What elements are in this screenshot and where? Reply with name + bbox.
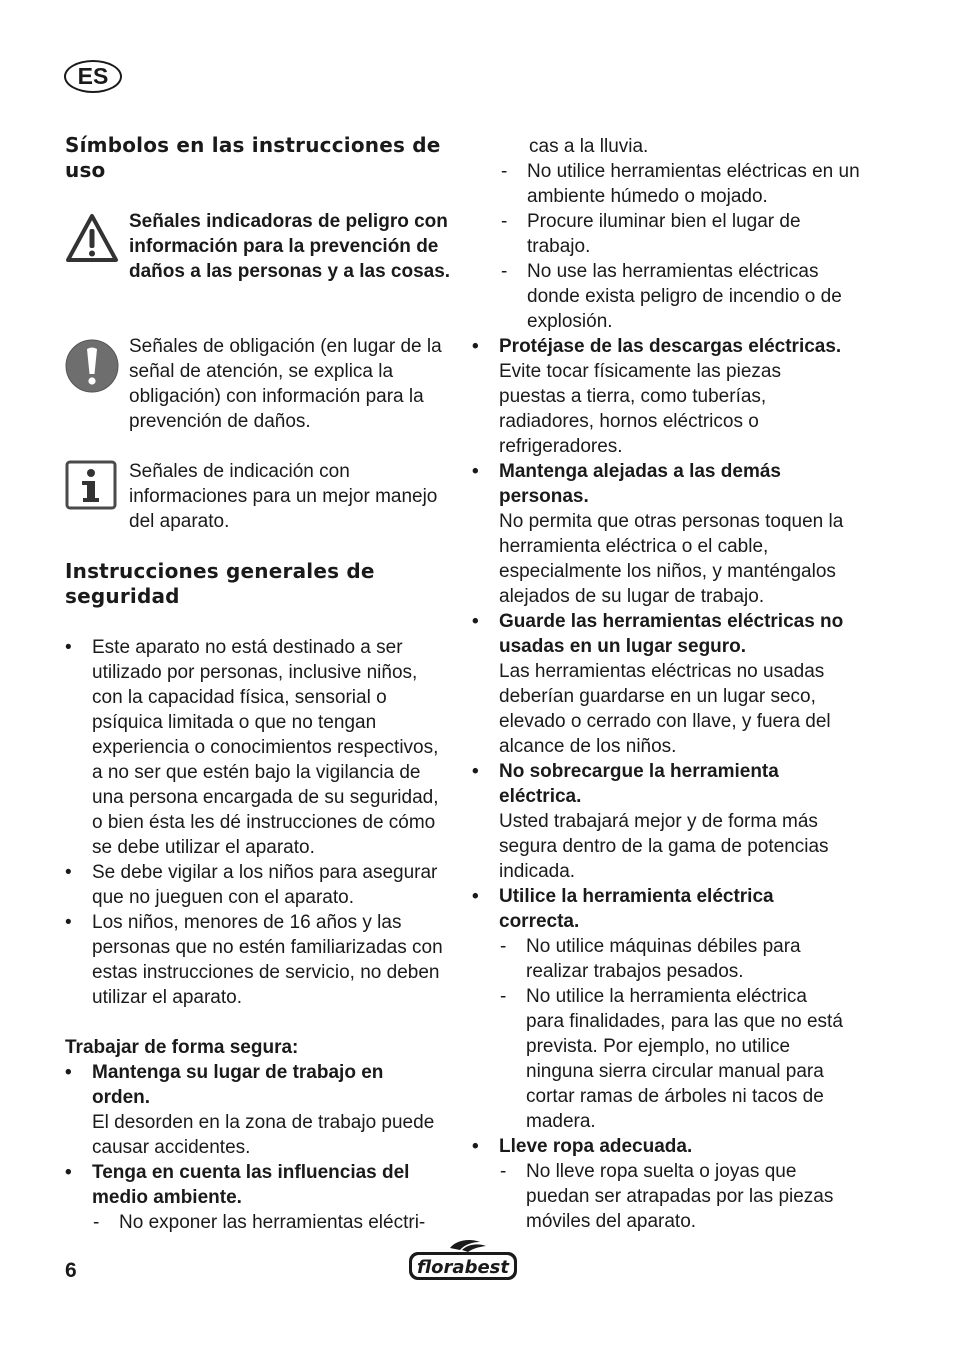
info-icon (65, 460, 117, 510)
list-item (472, 334, 850, 459)
item-text: Usted trabajará mejor y de forma más segura dentro de la gama de potencias indicada. (499, 811, 829, 882)
symbol-obligation-text: Señales de obligación (en lugar de la señal de atención, se explica la obligación) con información para la prevención de daños. (129, 336, 442, 432)
list-item (65, 1160, 443, 1235)
item-title: • Mantenga alejadas a las demás personas. (499, 461, 781, 507)
list-item: • Los niños, menores de 16 años y las personas que no estén familiarizadas con estas instrucciones de servicio, no deben utilizar el aparato. (65, 910, 451, 1010)
dash-list (499, 934, 850, 1134)
item-text: No permita que otras personas toquen la herramienta eléctrica o el cable, especialmente los niños, y manténgalos alejados de su lugar de trabajo. (499, 511, 844, 607)
list-item (472, 1134, 850, 1234)
exclamation-circle-icon (65, 338, 119, 394)
list-item (472, 759, 850, 884)
dash-item: - No exponer las herramientas eléctri- (92, 1210, 443, 1235)
item-text: Las herramientas eléctricas no usadas deberían guardarse en un lugar seco, elevado o cerrado con llave, y fuera del alcance de los niños. (499, 661, 831, 757)
dash-item: - Procure iluminar bien el lugar de trabajo. (500, 209, 860, 259)
list-item (472, 609, 850, 759)
item-title: • Lleve ropa adecuada. (499, 1136, 693, 1157)
work-list (65, 1060, 443, 1235)
work-heading: Trabajar de forma segura: (65, 1037, 299, 1058)
continued-text: cas a la lluvia. (529, 136, 649, 157)
dash-item: - No lleve ropa suelta o joyas que puedan ser atrapadas por las piezas móviles del aparato. (499, 1159, 850, 1234)
safety-heading: Instrucciones generales de seguridad (65, 559, 375, 608)
symbols-heading: Símbolos en las instrucciones de uso (65, 133, 441, 182)
dash-list (92, 1210, 443, 1235)
dash-list (499, 1159, 850, 1234)
list-item (472, 884, 850, 1134)
page-number: 6 (65, 1259, 77, 1282)
item-text: El desorden en la zona de trabajo puede causar accidentes. (92, 1112, 435, 1158)
env-dash-list (500, 159, 860, 334)
logo-text: florabest (417, 1257, 509, 1278)
dash-item: - No utilice herramientas eléctricas en un ambiente húmedo o mojado. (500, 159, 860, 209)
symbol-info-text: Señales de indicación con informaciones para un mejor manejo del aparato. (129, 461, 438, 532)
florabest-logo (406, 1238, 520, 1284)
item-title: • Mantenga su lugar de trabajo en orden. (92, 1062, 384, 1108)
item-title: • Tenga en cuenta las influencias del medio ambiente. (92, 1162, 410, 1208)
item-text: Evite tocar físicamente las piezas puestas a tierra, como tuberías, radiadores, hornos eléctricos o refrigeradores. (499, 361, 781, 457)
list-item: • Se debe vigilar a los niños para asegurar que no jueguen con el aparato. (65, 860, 451, 910)
item-title: • Protéjase de las descargas eléctricas. (499, 336, 842, 357)
language-badge: ES (64, 60, 122, 93)
list-item: • Este aparato no está destinado a ser utilizado por personas, inclusive niños, con la capacidad física, sensorial o psíquica limitada o que no tengan experiencia o conocimientos respectivos, a no ser que estén bajo la vigilancia de una persona encargada de su seguridad, o bien ésta les dé instrucciones de cómo se debe utilizar el aparato. (65, 635, 451, 860)
warning-triangle-icon (65, 212, 119, 264)
dash-item: - No utilice la herramienta eléctrica para finalidades, para las que no está prevista. Por ejemplo, no utilice ninguna sierra circular manual para cortar ramas de árboles ni tacos de madera. (499, 984, 850, 1134)
dash-item: - No utilice máquinas débiles para realizar trabajos pesados. (499, 934, 850, 984)
item-title: • Guarde las herramientas eléctricas no usadas en un lugar seguro. (499, 611, 844, 657)
list-item (65, 1060, 443, 1160)
dash-item: - No use las herramientas eléctricas donde exista peligro de incendio o de explosión. (500, 259, 860, 334)
symbol-warning-text: Señales indicadoras de peligro con información para la prevención de daños a las personas y a las cosas. (129, 211, 451, 282)
safety-list (65, 635, 451, 1010)
item-title: • No sobrecargue la herramienta eléctrica. (499, 761, 779, 807)
list-item (472, 459, 850, 609)
item-title: • Utilice la herramienta eléctrica correcta. (499, 886, 774, 932)
safety-rules-list (472, 334, 850, 1234)
